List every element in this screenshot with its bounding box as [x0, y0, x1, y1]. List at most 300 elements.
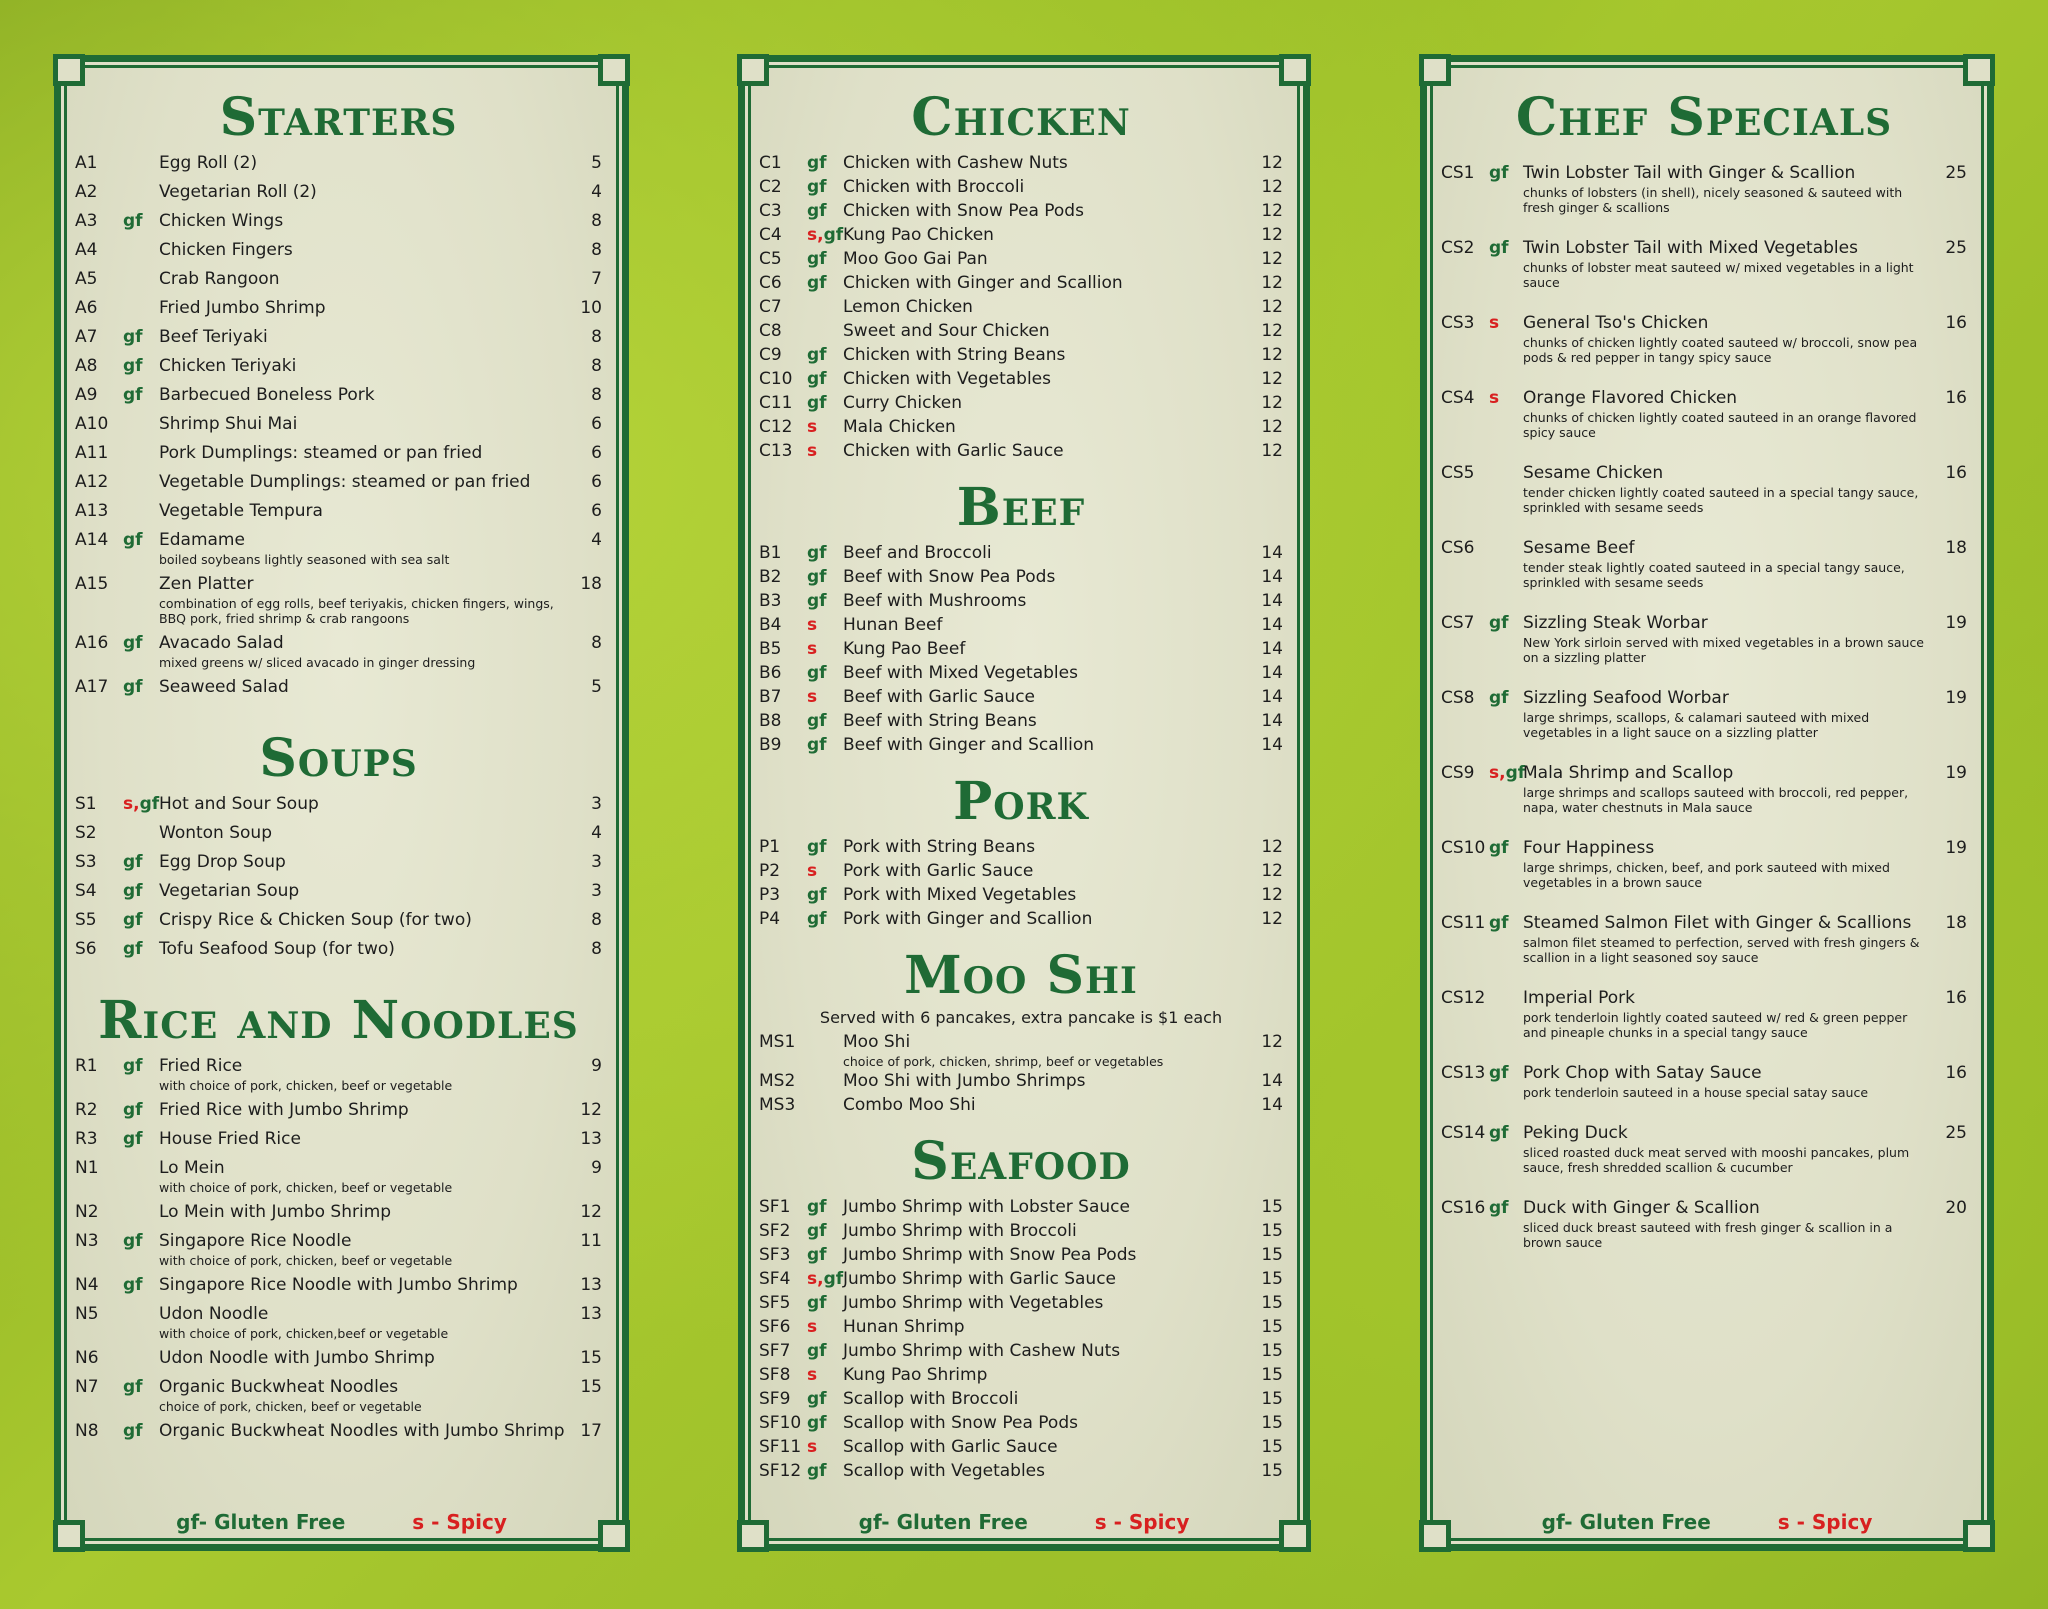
item-price: 19	[1945, 763, 1967, 783]
item-text	[843, 836, 1253, 859]
item-text	[843, 1340, 1253, 1363]
item-code: B6	[759, 663, 782, 683]
item-description: chunks of lobsters (in shell), nicely seasoned & sauteed with fresh ginger & scallions	[1523, 185, 1903, 215]
pork-list	[759, 836, 1283, 931]
menu-item	[75, 851, 602, 874]
item-name: Mala Chicken	[843, 417, 956, 437]
item-name: Chicken with Ginger and Scallion	[843, 273, 1123, 293]
item-text	[159, 938, 572, 961]
item-name: Duck with Ginger & Scallion	[1523, 1198, 1760, 1218]
item-description: pork tenderloin lightly coated sauteed w/ red & green pepper and pineaple chunks in a special tangy sauce	[1523, 1010, 1908, 1040]
soups-list	[75, 793, 602, 961]
item-text	[1523, 462, 1937, 515]
menu-item	[75, 1376, 602, 1414]
item-price: 14	[1261, 1095, 1283, 1115]
item-text	[1523, 687, 1937, 740]
menu-item	[759, 1220, 1283, 1243]
menu-item	[759, 1364, 1283, 1387]
item-text	[843, 272, 1253, 295]
item-code: CS16	[1441, 1198, 1486, 1218]
dietary-tag: gf	[1489, 838, 1509, 858]
item-code: CS6	[1441, 538, 1475, 558]
dietary-tag: gf	[807, 369, 827, 389]
item-name: Lo Mein with Jumbo Shrimp	[159, 1202, 392, 1222]
item-code: S6	[75, 939, 97, 959]
dietary-tag: s,gf	[1489, 763, 1526, 783]
item-text	[843, 1244, 1253, 1267]
item-text	[843, 884, 1253, 907]
item-price: 6	[591, 443, 602, 463]
item-name: Chicken Fingers	[159, 240, 293, 260]
item-text	[843, 1436, 1253, 1459]
item-price: 19	[1945, 838, 1967, 858]
item-name: Fried Rice	[159, 1056, 243, 1076]
menu-item	[75, 152, 602, 175]
item-code: A12	[75, 472, 109, 492]
item-price: 15	[580, 1377, 602, 1397]
item-code: SF1	[759, 1197, 791, 1217]
item-code: P1	[759, 837, 781, 857]
item-name: Kung Pao Chicken	[843, 225, 994, 245]
item-name: Sizzling Steak Worbar	[1523, 613, 1708, 633]
item-price: 12	[1261, 153, 1283, 173]
menu-item	[75, 880, 602, 903]
item-name: Kung Pao Beef	[843, 639, 966, 659]
item-price: 13	[580, 1275, 602, 1295]
menu-item	[759, 542, 1283, 565]
item-price: 14	[1261, 1071, 1283, 1091]
item-code: N1	[75, 1158, 99, 1178]
dietary-tag: s	[807, 861, 818, 881]
item-name: Jumbo Shrimp with Vegetables	[843, 1293, 1104, 1313]
item-code: A3	[75, 211, 98, 231]
item-price: 12	[1261, 297, 1283, 317]
item-price: 8	[591, 633, 602, 653]
legend	[61, 1510, 622, 1534]
dietary-tag: s	[807, 1437, 818, 1457]
menu-item	[759, 590, 1283, 613]
menu-item	[75, 1099, 602, 1122]
menu-item	[759, 224, 1283, 247]
menu-item	[75, 181, 602, 204]
item-name: Beef with Mixed Vegetables	[843, 663, 1078, 683]
item-code: A7	[75, 327, 98, 347]
item-text	[1523, 912, 1937, 965]
dietary-tag: s	[1489, 313, 1500, 333]
item-name: Four Happiness	[1523, 838, 1655, 858]
item-price: 12	[1261, 345, 1283, 365]
item-name: Steamed Salmon Filet with Ginger & Scallions	[1523, 913, 1912, 933]
menu-item	[759, 368, 1283, 391]
item-price: 8	[591, 910, 602, 930]
menu-item	[759, 1244, 1283, 1267]
item-price: 12	[1261, 177, 1283, 197]
item-description: mixed greens w/ sliced avacado in ginger dressing	[159, 655, 476, 670]
item-text	[159, 1099, 572, 1122]
item-text	[843, 296, 1253, 319]
item-code: C12	[759, 417, 793, 437]
dietary-tag: gf	[807, 201, 827, 221]
item-code: C8	[759, 321, 782, 341]
menu-item	[759, 1196, 1283, 1219]
item-text	[159, 1230, 572, 1268]
dietary-tag: gf	[807, 177, 827, 197]
item-name: Sesame Chicken	[1523, 463, 1664, 483]
item-text	[843, 1364, 1253, 1387]
item-name: Pork Chop with Satay Sauce	[1523, 1063, 1762, 1083]
item-name: Beef with Ginger and Scallion	[843, 735, 1095, 755]
item-text	[159, 471, 572, 494]
item-name: Beef with String Beans	[843, 711, 1037, 731]
menu-item	[759, 1436, 1283, 1459]
item-name: Singapore Rice Noodle with Jumbo Shrimp	[159, 1275, 518, 1295]
item-code: SF11	[759, 1437, 802, 1457]
item-price: 12	[1261, 393, 1283, 413]
item-code: R1	[75, 1056, 98, 1076]
item-price: 16	[1945, 988, 1967, 1008]
item-text	[843, 614, 1253, 637]
section-title-soups: Soups	[259, 728, 418, 789]
item-text	[843, 1094, 1253, 1117]
item-price: 12	[1261, 417, 1283, 437]
item-name: Beef with Mushrooms	[843, 591, 1027, 611]
item-code: A11	[75, 443, 109, 463]
item-price: 16	[1945, 313, 1967, 333]
menu-item	[75, 355, 602, 378]
menu-item	[1441, 1197, 1967, 1250]
menu-item	[1441, 687, 1967, 740]
item-code: CS3	[1441, 313, 1475, 333]
menu-item	[759, 566, 1283, 589]
item-price: 15	[1261, 1365, 1283, 1385]
item-code: CS5	[1441, 463, 1475, 483]
item-name: Fried Jumbo Shrimp	[159, 298, 326, 318]
dietary-tag: gf	[123, 1100, 143, 1120]
menu-item	[75, 676, 602, 699]
item-text	[159, 413, 572, 436]
menu-item	[75, 1055, 602, 1093]
item-name: General Tso's Chicken	[1523, 313, 1709, 333]
dietary-tag: gf	[123, 356, 143, 376]
corner-ornament	[598, 54, 630, 86]
item-price: 13	[580, 1304, 602, 1324]
item-description: with choice of pork, chicken, beef or vegetable	[159, 1078, 453, 1093]
item-text	[843, 1412, 1253, 1435]
item-code: A14	[75, 530, 109, 550]
item-description: New York sirloin served with mixed vegetables in a brown sauce on a sizzling platter	[1523, 635, 1925, 665]
item-code: SF9	[759, 1389, 791, 1409]
menu-item	[759, 710, 1283, 733]
item-text	[159, 632, 572, 670]
item-name: Egg Drop Soup	[159, 852, 286, 872]
item-price: 4	[591, 182, 602, 202]
item-price: 12	[580, 1202, 602, 1222]
item-price: 15	[1261, 1461, 1283, 1481]
item-description: boiled soybeans lightly seasoned with sea salt	[159, 552, 450, 567]
menu-item	[759, 860, 1283, 883]
item-price: 12	[1261, 321, 1283, 341]
item-code: A16	[75, 633, 109, 653]
item-text	[159, 1347, 572, 1370]
menu-item	[759, 884, 1283, 907]
item-code: B1	[759, 543, 782, 563]
dietary-tag: s	[1489, 388, 1500, 408]
item-name: Singapore Rice Noodle	[159, 1231, 352, 1251]
moo-shi-list	[759, 1031, 1283, 1117]
item-price: 12	[1261, 861, 1283, 881]
item-text	[843, 1070, 1253, 1093]
dietary-tag: gf	[807, 567, 827, 587]
item-code: P4	[759, 909, 781, 929]
item-text	[843, 1220, 1253, 1243]
item-code: C13	[759, 441, 793, 461]
dietary-tag: gf	[807, 885, 827, 905]
item-price: 4	[591, 823, 602, 843]
item-text	[159, 210, 572, 233]
dietary-tag: gf	[123, 1056, 143, 1076]
item-name: Udon Noodle	[159, 1304, 269, 1324]
item-text	[159, 239, 572, 262]
item-text	[1523, 1197, 1937, 1250]
item-code: N6	[75, 1348, 99, 1368]
item-text	[843, 686, 1253, 709]
item-text	[159, 851, 572, 874]
item-description: large shrimps, scallops, & calamari sauteed with mixed vegetables in a light sauce on a sizzling platter	[1523, 710, 1870, 740]
item-name: Peking Duck	[1523, 1123, 1628, 1143]
item-code: A4	[75, 240, 98, 260]
item-code: CS8	[1441, 688, 1475, 708]
item-price: 25	[1945, 238, 1967, 258]
item-code: N7	[75, 1377, 99, 1397]
item-price: 4	[591, 530, 602, 550]
item-name: Curry Chicken	[843, 393, 962, 413]
item-name: Seaweed Salad	[159, 677, 289, 697]
dietary-tag: gf	[807, 249, 827, 269]
menu-item	[759, 272, 1283, 295]
dietary-tag: gf	[1489, 688, 1509, 708]
item-text	[159, 1376, 572, 1414]
item-code: CS9	[1441, 763, 1475, 783]
menu-item	[759, 1316, 1283, 1339]
item-text	[159, 181, 572, 204]
item-code: CS2	[1441, 238, 1475, 258]
menu-item	[759, 638, 1283, 661]
item-price: 16	[1945, 388, 1967, 408]
menu-item	[759, 686, 1283, 709]
menu-item	[75, 239, 602, 262]
menu-item	[759, 734, 1283, 757]
item-text	[159, 326, 572, 349]
item-price: 15	[1261, 1221, 1283, 1241]
dietary-tag: gf	[1489, 913, 1509, 933]
dietary-tag: gf	[123, 677, 143, 697]
item-price: 12	[1261, 909, 1283, 929]
corner-ornament	[53, 54, 85, 86]
item-text	[843, 1268, 1253, 1291]
dietary-tag: gf	[807, 273, 827, 293]
item-price: 15	[1261, 1437, 1283, 1457]
item-name: Chicken Teriyaki	[159, 356, 297, 376]
legend-gluten-free: gf- Gluten Free	[858, 1510, 1028, 1534]
item-name: Udon Noodle with Jumbo Shrimp	[159, 1348, 435, 1368]
menu-panel-right	[1420, 55, 1994, 1551]
item-code: C7	[759, 297, 782, 317]
menu-item	[1441, 762, 1967, 815]
dietary-tag: gf	[807, 591, 827, 611]
item-price: 14	[1261, 567, 1283, 587]
item-name: Moo Goo Gai Pan	[843, 249, 988, 269]
item-price: 14	[1261, 639, 1283, 659]
item-text	[159, 1303, 572, 1341]
item-code: MS1	[759, 1032, 796, 1052]
item-price: 12	[1261, 201, 1283, 221]
item-name: Beef and Broccoli	[843, 543, 992, 563]
item-text	[159, 822, 572, 845]
item-text	[159, 297, 572, 320]
menu-item	[75, 210, 602, 233]
item-price: 5	[591, 153, 602, 173]
item-text	[1523, 312, 1937, 365]
item-text	[843, 1031, 1253, 1069]
item-text	[159, 1201, 572, 1224]
item-name: Fried Rice with Jumbo Shrimp	[159, 1100, 409, 1120]
item-name: Twin Lobster Tail with Ginger & Scallion	[1523, 163, 1856, 183]
item-text	[1523, 237, 1937, 290]
dietary-tag: gf	[807, 1341, 827, 1361]
menu-item	[75, 1303, 602, 1341]
item-price: 12	[1261, 273, 1283, 293]
item-text	[843, 440, 1253, 463]
menu-item	[75, 442, 602, 465]
dietary-tag: gf	[1489, 238, 1509, 258]
item-text	[159, 909, 572, 932]
item-price: 3	[591, 852, 602, 872]
item-name: Kung Pao Shrimp	[843, 1365, 988, 1385]
dietary-tag: gf	[807, 1221, 827, 1241]
item-text	[1523, 1122, 1937, 1175]
item-price: 14	[1261, 735, 1283, 755]
item-text	[843, 860, 1253, 883]
item-code: SF5	[759, 1293, 791, 1313]
item-price: 7	[591, 269, 602, 289]
menu-item	[759, 416, 1283, 439]
item-code: C10	[759, 369, 793, 389]
menu-item	[1441, 162, 1967, 215]
menu-item	[759, 152, 1283, 175]
item-code: CS1	[1441, 163, 1475, 183]
item-text	[843, 908, 1253, 931]
item-description: choice of pork, chicken, shrimp, beef or vegetables	[843, 1054, 1164, 1069]
item-code: C9	[759, 345, 782, 365]
dietary-tag: gf	[807, 711, 827, 731]
item-text	[843, 416, 1253, 439]
item-description: sliced roasted duck meat served with mooshi pancakes, plum sauce, fresh shredded scallion & cucumber	[1523, 1145, 1910, 1175]
item-code: CS13	[1441, 1063, 1486, 1083]
menu-item	[1441, 237, 1967, 290]
section-title-moo-shi: Moo Shi	[904, 945, 1138, 1006]
item-name: Jumbo Shrimp with Snow Pea Pods	[843, 1245, 1137, 1265]
item-name: Chicken with Snow Pea Pods	[843, 201, 1084, 221]
item-text	[843, 200, 1253, 223]
menu-item	[1441, 912, 1967, 965]
item-text	[1523, 162, 1937, 215]
item-description: large shrimps and scallops sauteed with broccoli, red pepper, napa, water chestnuts in Mala sauce	[1523, 785, 1909, 815]
item-text	[159, 500, 572, 523]
item-description: combination of egg rolls, beef teriyakis, chicken fingers, wings, BBQ pork, fried shrimp & crab rangoons	[159, 596, 554, 626]
item-description: chunks of lobster meat sauteed w/ mixed vegetables in a light sauce	[1523, 260, 1914, 290]
dietary-tag: gf	[123, 910, 143, 930]
item-price: 15	[1261, 1269, 1283, 1289]
dietary-tag: s,gf	[807, 1269, 844, 1289]
item-name: Shrimp Shui Mai	[159, 414, 298, 434]
menu-panel-center	[738, 55, 1310, 1551]
section-title-chicken: Chicken	[911, 87, 1131, 148]
dietary-tag: gf	[807, 735, 827, 755]
item-description: chunks of chicken lightly coated sauteed w/ broccoli, snow pea pods & red pepper in tangy spicy sauce	[1523, 335, 1918, 365]
item-price: 9	[591, 1056, 602, 1076]
item-text	[1523, 1062, 1937, 1100]
item-code: B9	[759, 735, 782, 755]
item-code: A2	[75, 182, 98, 202]
dietary-tag: s,gf	[807, 225, 844, 245]
item-price: 18	[1945, 913, 1967, 933]
item-price: 15	[1261, 1317, 1283, 1337]
menu-item	[1441, 312, 1967, 365]
item-code: P2	[759, 861, 781, 881]
dietary-tag: gf	[123, 852, 143, 872]
menu-item	[1441, 837, 1967, 890]
item-price: 19	[1945, 688, 1967, 708]
item-text	[159, 793, 572, 816]
item-name: Chicken Wings	[159, 211, 284, 231]
item-code: C4	[759, 225, 782, 245]
item-name: Twin Lobster Tail with Mixed Vegetables	[1523, 238, 1858, 258]
item-description: with choice of pork, chicken, beef or vegetable	[159, 1253, 453, 1268]
item-name: Scallop with Vegetables	[843, 1461, 1045, 1481]
item-price: 6	[591, 501, 602, 521]
menu-item	[75, 1347, 602, 1370]
menu-item	[759, 320, 1283, 343]
item-name: Vegetarian Soup	[159, 881, 300, 901]
item-price: 3	[591, 794, 602, 814]
item-code: S5	[75, 910, 97, 930]
item-price: 11	[580, 1231, 602, 1251]
moo-shi-subtitle: Served with 6 pancakes, extra pancake is $1 each	[819, 1008, 1223, 1027]
item-text	[843, 542, 1253, 565]
item-name: Vegetarian Roll (2)	[159, 182, 317, 202]
menu-item	[75, 822, 602, 845]
menu-item	[759, 1094, 1283, 1117]
item-name: Organic Buckwheat Noodles with Jumbo Shrimp	[159, 1421, 565, 1441]
item-name: Hot and Sour Soup	[159, 794, 319, 814]
menu-item	[759, 836, 1283, 859]
dietary-tag: gf	[123, 1231, 143, 1251]
item-text	[159, 529, 572, 567]
item-text	[159, 152, 572, 175]
item-price: 8	[591, 327, 602, 347]
dietary-tag: gf	[807, 663, 827, 683]
item-name: Orange Flavored Chicken	[1523, 388, 1738, 408]
menu-item	[75, 413, 602, 436]
menu-item	[759, 1268, 1283, 1291]
item-name: Jumbo Shrimp with Lobster Sauce	[843, 1197, 1130, 1217]
item-name: Chicken with String Beans	[843, 345, 1066, 365]
item-code: A8	[75, 356, 98, 376]
item-code: CS10	[1441, 838, 1486, 858]
item-name: Tofu Seafood Soup (for two)	[159, 939, 395, 959]
menu-item	[75, 268, 602, 291]
item-name: Vegetable Dumplings: steamed or pan fried	[159, 472, 531, 492]
